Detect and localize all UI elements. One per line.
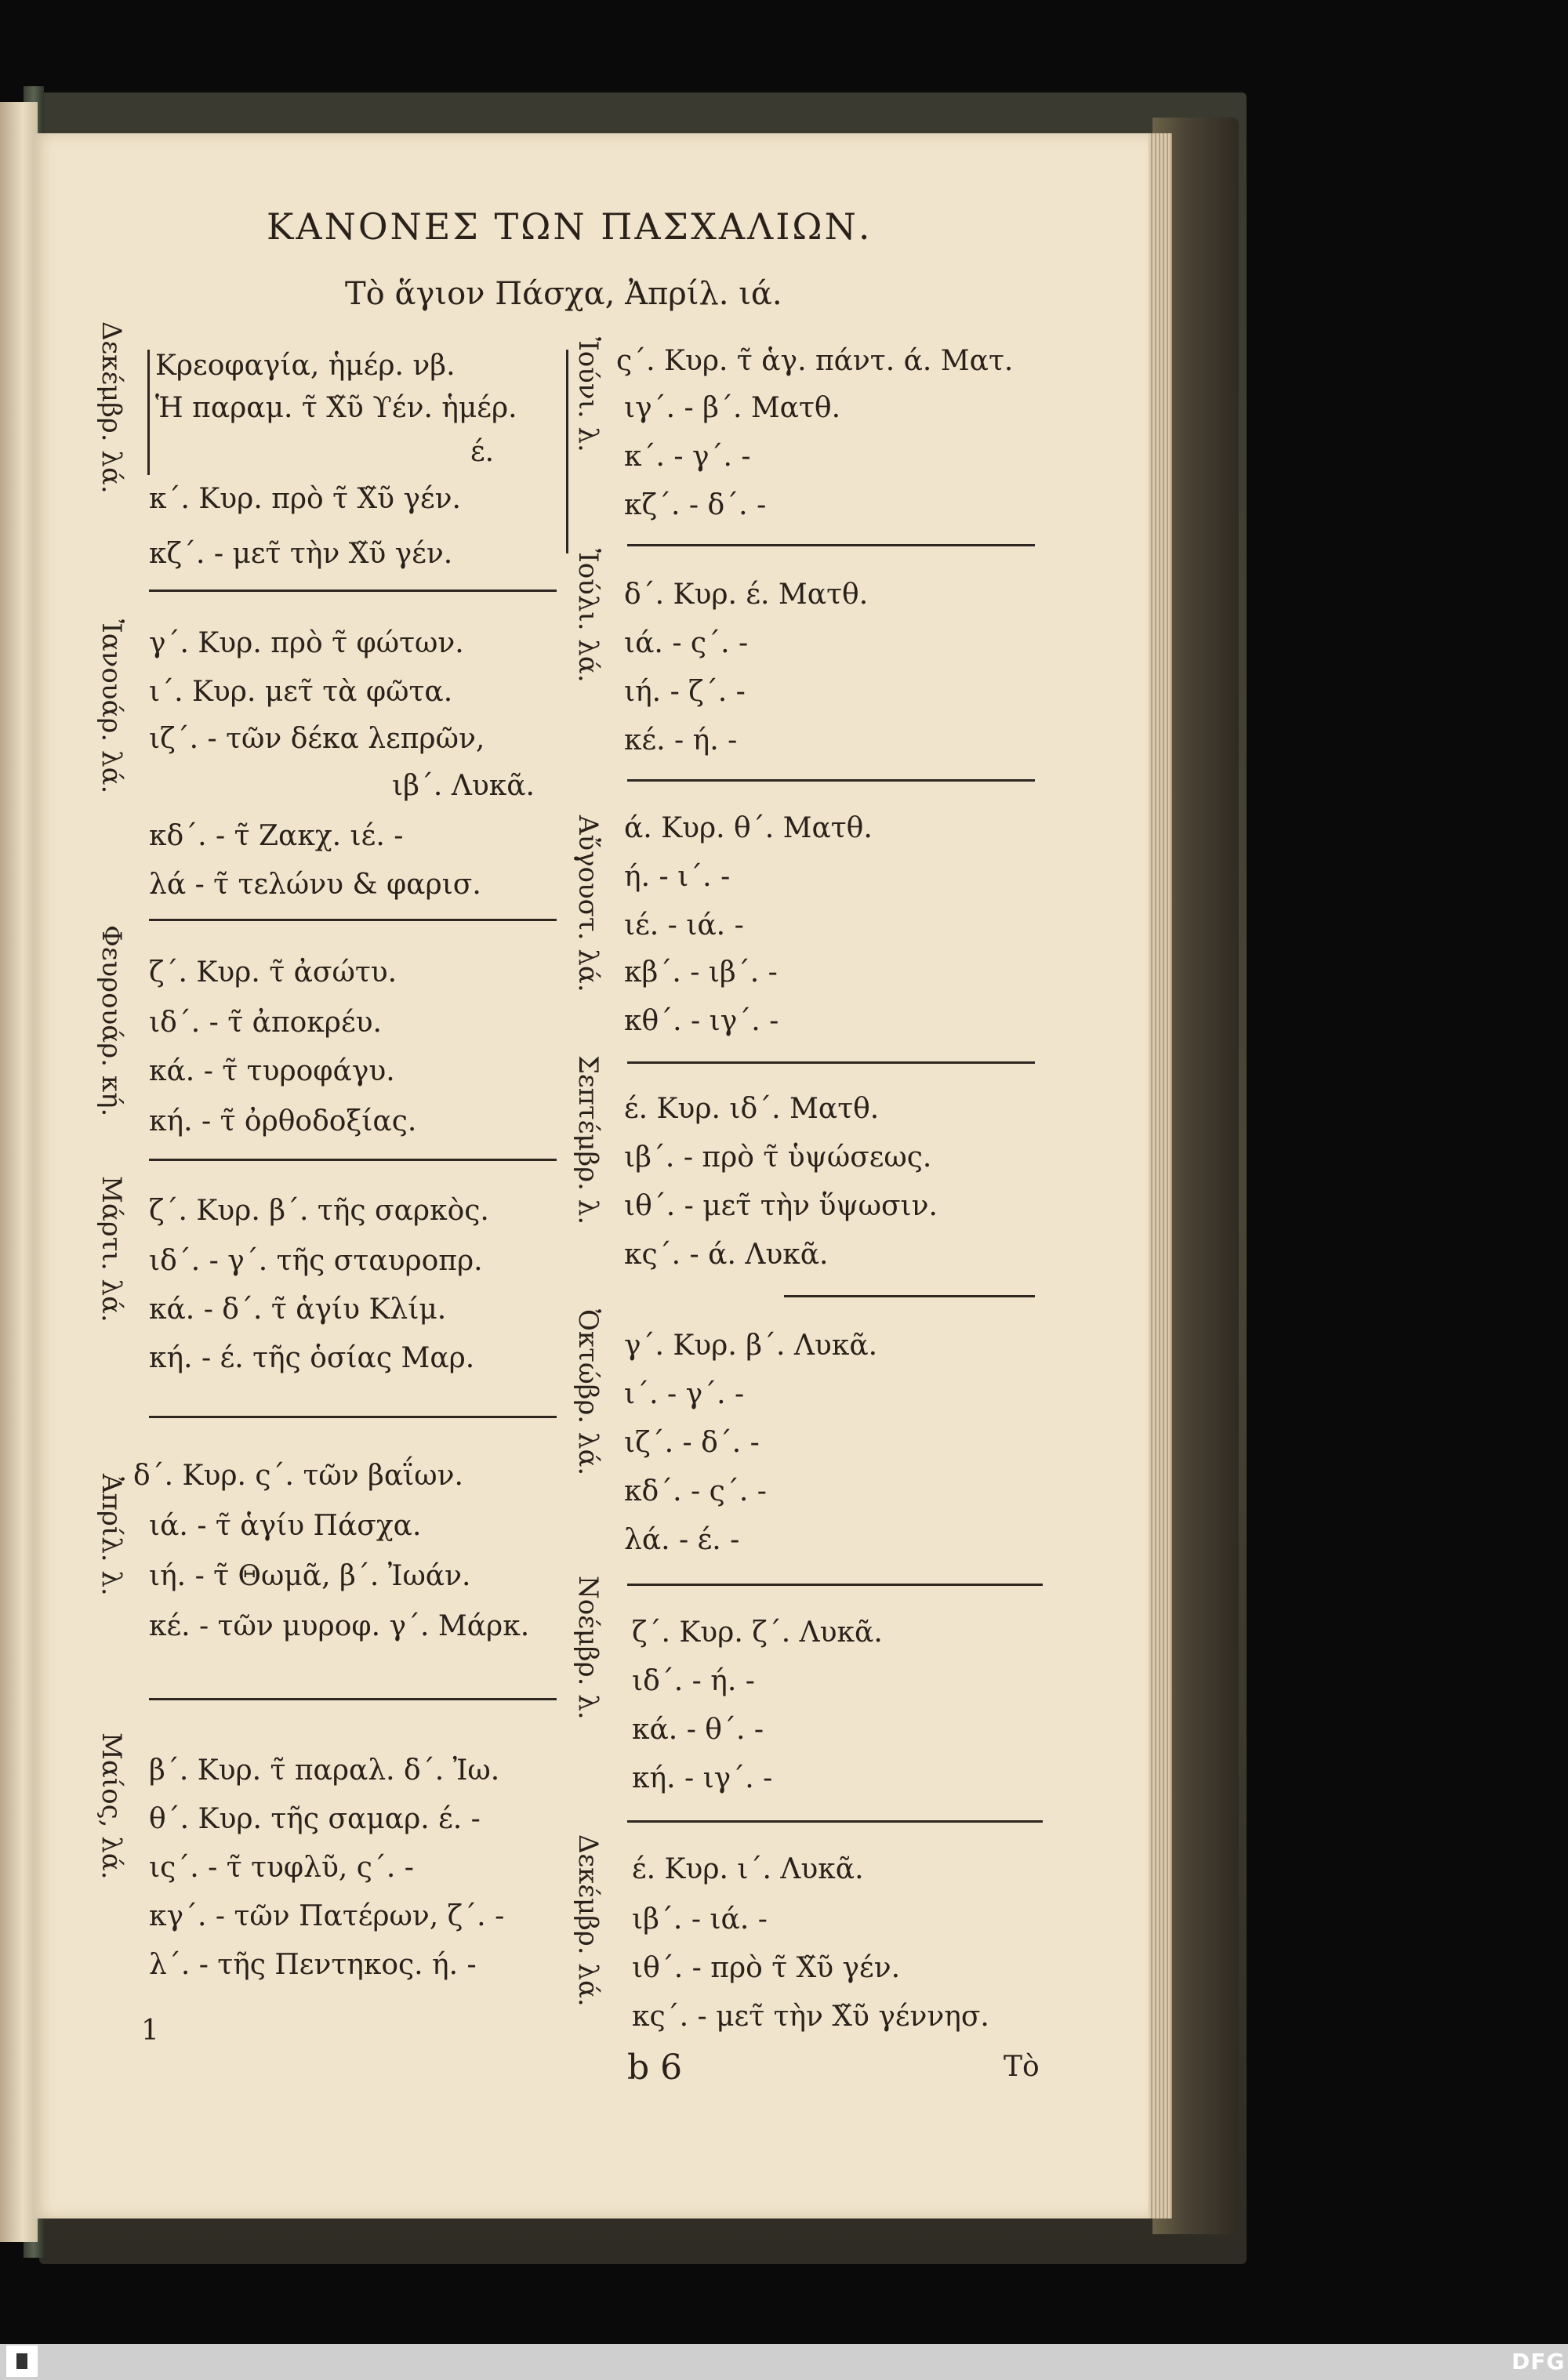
left-month-label: Ἀπρίλ. λ. [96,1474,127,1596]
right-month-label: Αὔγουστ. λά. [572,815,604,992]
right-entry: κς΄. - μετ̃ τὴν Χ̃ῦ γέννησ. [632,2001,989,2033]
right-month-label: Δεκέμβρ. λά. [572,1834,604,2007]
right-entry: έ. Κυρ. ι΄. Λυκᾶ. [632,1853,864,1885]
right-entry: ς΄. Κυρ. τ̃ ἁγ. πάντ. ά. Ματ. [616,345,1014,377]
section-rule [627,544,1035,546]
right-entry: ι΄. - γ΄. - [624,1378,745,1410]
right-entry: κή. - ιγ΄. - [632,1762,773,1794]
right-entry: κθ΄. - ιγ΄. - [624,1005,779,1037]
left-entry: ιδ΄. - τ̃ ἀποκρέυ. [149,1007,382,1039]
left-entry: έ. [470,436,495,468]
left-entry: β΄. Κυρ. τ̃ παραλ. δ΄. Ἰω. [149,1754,500,1787]
signature-mark: b 6 [627,2048,683,2088]
right-entry: ή. - ι΄. - [624,861,731,893]
right-entry: κς΄. - ά. Λυκᾶ. [624,1239,829,1271]
right-entry: λά. - έ. - [624,1524,740,1556]
left-entry: λά - τ̃ τελώνυ & φαρισ. [149,869,481,901]
right-entry: ζ΄. Κυρ. ζ΄. Λυκᾶ. [632,1616,883,1649]
catchword: Τὸ [1004,2051,1040,2083]
left-entry: ιζ΄. - τῶν δέκα λεπρῶν, [149,723,485,755]
left-month-label: Μαίος, λά. [96,1732,127,1880]
left-entry: κδ΄. - τ̃ Ζακχ. ιέ. - [149,820,404,852]
right-month-label: Σεπτέμβρ. λ. [572,1055,604,1225]
section-rule [149,1159,557,1161]
left-entry: ιδ΄. - γ΄. τῆς σταυροπρ. [149,1245,483,1277]
section-rule [149,590,557,592]
left-entry: ιβ΄. Λυκᾶ. [392,770,535,802]
right-entry: ιθ΄. - μετ̃ τὴν ὕψωσιν. [624,1190,938,1222]
right-entry: κά. - θ΄. - [632,1714,764,1746]
left-entry: ις΄. - τ̃ τυφλῦ, ς΄. - [149,1852,414,1884]
left-month-label: Δεκέμβρ. λά. [96,321,127,494]
page-subtitle: Τὸ ἅγιον Πάσχα, Ἀπρίλ. ιά. [345,276,782,312]
center-divider-top [566,350,568,553]
left-entry: κέ. - τῶν μυροφ. γ΄. Μάρκ. [149,1610,530,1642]
left-entry: κή. - έ. τῆς ὁσίας Μαρ. [149,1342,475,1374]
left-entry: ι΄. Κυρ. μετ̃ τὰ φῶτα. [149,676,453,708]
left-entry: ιή. - τ̃ Θωμᾶ, β΄. Ἰωάν. [149,1560,471,1592]
left-entry: κγ΄. - τῶν Πατέρων, ζ΄. - [149,1900,505,1932]
left-page-edge [0,102,38,2242]
page-title: ΚΑΝΟΝΕΣ ΤΩΝ ΠΑΣΧΑΛΙΩΝ. [267,205,873,248]
dfg-logo: DFG [1512,2349,1566,2375]
right-entry: κζ΄. - δ΄. - [624,489,767,521]
left-month-label: Μάρτι. λά. [96,1176,127,1322]
page-edges [1149,133,1172,2219]
right-entry: ιζ΄. - δ΄. - [624,1427,760,1459]
left-entry: κ΄. Κυρ. πρὸ τ̃ Χ̃ῦ γέν. [149,483,461,515]
left-entry: κζ΄. - μετ̃ τὴν Χ̃ῦ γέν. [149,538,453,570]
right-entry: δ΄. Κυρ. έ. Ματθ. [624,579,869,611]
left-entry: κά. - τ̃ τυροφάγυ. [149,1055,395,1087]
left-entry: δ΄. Κυρ. ς΄. τῶν βαΐων. [133,1460,463,1492]
viewer-footer-bar [0,2344,1568,2380]
right-entry: ιθ΄. - πρὸ τ̃ Χ̃ῦ γέν. [632,1952,901,1984]
section-rule [149,1698,557,1700]
left-entry: κή. - τ̃ ὀρθοδοξίας. [149,1105,417,1137]
right-month-label: Ἰούνι. λ. [572,337,604,452]
section-rule [149,1416,557,1418]
right-entry: ιβ΄. - πρὸ τ̃ ὑψώσεως. [624,1141,932,1174]
left-month-label: Φευρουάρ. κή. [96,925,127,1117]
page-number: 1 [141,2015,159,2047]
right-entry: κέ. - ή. - [624,724,738,756]
left-entry: Ἡ παραμ. τ̃ Χ̃ῦ ϒέν. ἡμέρ. [155,392,517,424]
left-month-label: Ἰανουάρ. λά. [96,619,127,794]
right-entry: ά. Κυρ. θ΄. Ματθ. [624,812,873,844]
left-entry: κά. - δ΄. τ̃ ἁγίυ Κλίμ. [149,1293,447,1326]
section-rule [627,1584,1043,1586]
right-entry: κβ΄. - ιβ΄. - [624,956,778,989]
left-entry: ζ΄. Κυρ. β΄. τῆς σαρκὸς. [149,1195,489,1227]
right-entry: γ΄. Κυρ. β΄. Λυκᾶ. [624,1330,878,1362]
library-logo-icon [6,2346,38,2377]
left-entry: λ΄. - τῆς Πεντηκος. ή. - [149,1949,477,1981]
left-entry: γ΄. Κυρ. πρὸ τ̃ φώτων. [149,627,464,659]
right-entry: ιά. - ς΄. - [624,627,749,659]
section-rule [627,779,1035,782]
section-rule [784,1295,1035,1297]
right-entry: έ. Κυρ. ιδ΄. Ματθ. [624,1093,880,1125]
right-entry: ιή. - ζ΄. - [624,676,746,708]
right-month-label: Ἰούλι. λά. [572,549,604,683]
right-entry: κδ΄. - ς΄. - [624,1475,767,1507]
section-rule [627,1820,1043,1823]
right-entry: ιγ΄. - β΄. Ματθ. [624,392,841,424]
left-entry: ιά. - τ̃ ἁγίυ Πάσχα. [149,1510,422,1542]
right-entry: κ΄. - γ΄. - [624,441,751,473]
left-entry: θ΄. Κυρ. τῆς σαμαρ. έ. - [149,1803,481,1835]
right-entry: ιέ. - ιά. - [624,909,744,941]
right-month-label: Νοέμβρ. λ. [572,1576,604,1720]
section-rule [627,1061,1035,1064]
left-bracket-rule [147,350,150,475]
left-entry: Κρεοφαγία, ἡμέρ. νβ. [155,350,456,382]
right-entry: ιβ΄. - ιά. - [632,1903,768,1936]
left-entry: ζ΄. Κυρ. τ̃ ἀσώτυ. [149,956,397,989]
right-entry: ιδ΄. - ή. - [632,1665,755,1697]
right-month-label: Ὀκτώβρ. λά. [572,1309,604,1476]
section-rule [149,919,557,921]
